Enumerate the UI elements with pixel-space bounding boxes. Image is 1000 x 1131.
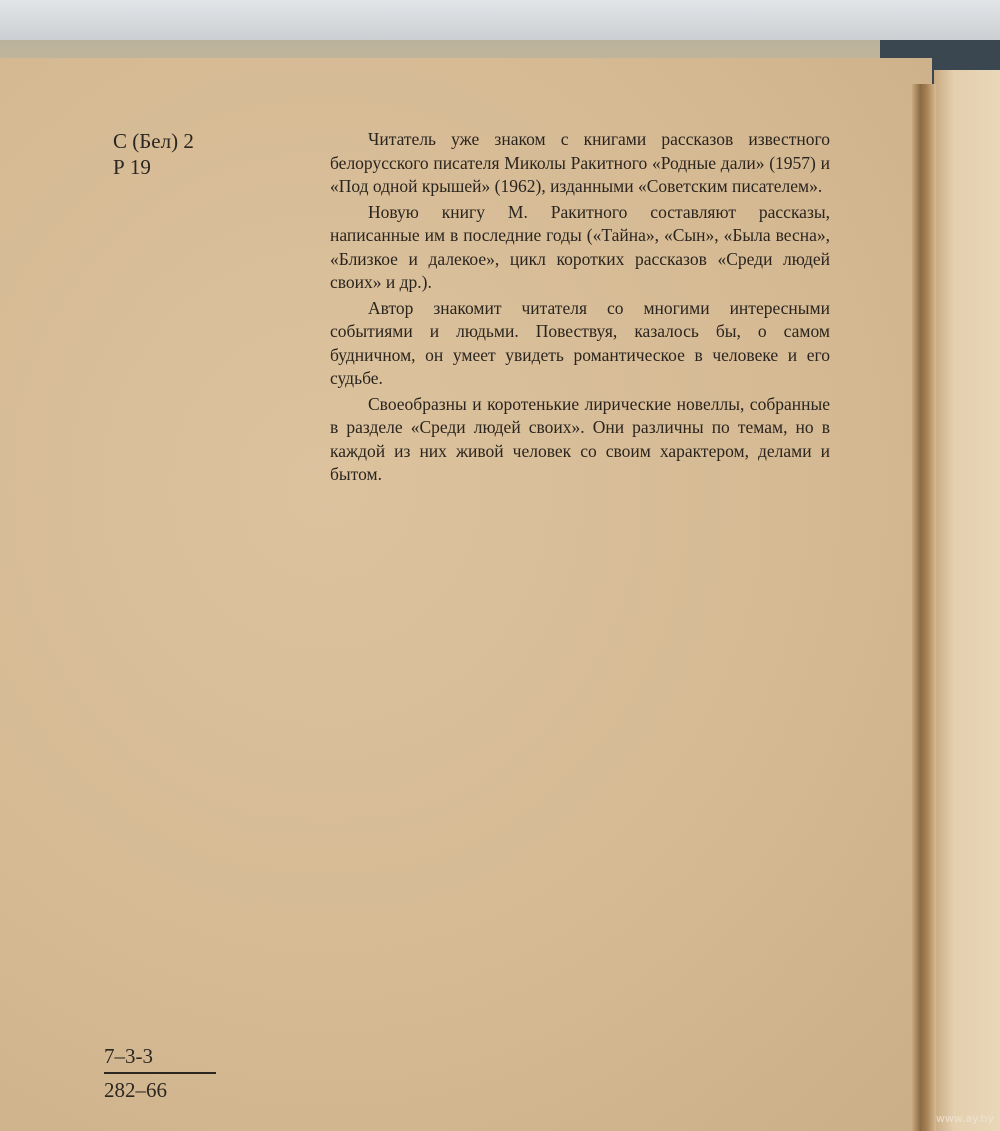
book-gutter bbox=[912, 84, 936, 1131]
classification-code: С (Бел) 2 bbox=[113, 129, 194, 153]
annotation-paragraph: Своеобразны и коротенькие лирические новеллы, собранные в разделе «Среди людей своих». Они различны по темам, но в каждой из них живой человек со своим характером, делами и бытом. bbox=[330, 393, 830, 484]
library-classification bbox=[113, 128, 194, 180]
facing-page bbox=[934, 70, 1000, 1131]
annotation-paragraph: Новую книгу М. Ракитного составляют рассказы, написанные им в последние годы («Тайна», «Сын», «Была весна», «Близкое и далекое», цикл коротких рассказов «Среди людей своих» и др.). bbox=[330, 201, 830, 292]
background-strip bbox=[0, 0, 1000, 44]
imprint-denominator: 282–66 bbox=[104, 1078, 167, 1102]
publisher-imprint-code bbox=[104, 1042, 216, 1104]
imprint-fraction-line bbox=[104, 1072, 216, 1074]
author-mark: Р 19 bbox=[113, 155, 151, 179]
annotation-paragraph: Автор знакомит читателя со многими интересными событиями и людьми. Повествуя, казалось бы, о самом будничном, он умеет увидеть романтическое в человеке и его судьбе. bbox=[330, 297, 830, 388]
annotation-paragraph: Читатель уже знаком с книгами рассказов известного белорусского писателя Миколы Ракитного «Родные дали» (1957) и «Под одной крышей» (1962), изданными «Советским писателем». bbox=[330, 129, 830, 196]
watermark: www.ay.by bbox=[935, 1112, 994, 1125]
book-annotation bbox=[330, 128, 830, 489]
imprint-numerator: 7–3-3 bbox=[104, 1044, 153, 1068]
